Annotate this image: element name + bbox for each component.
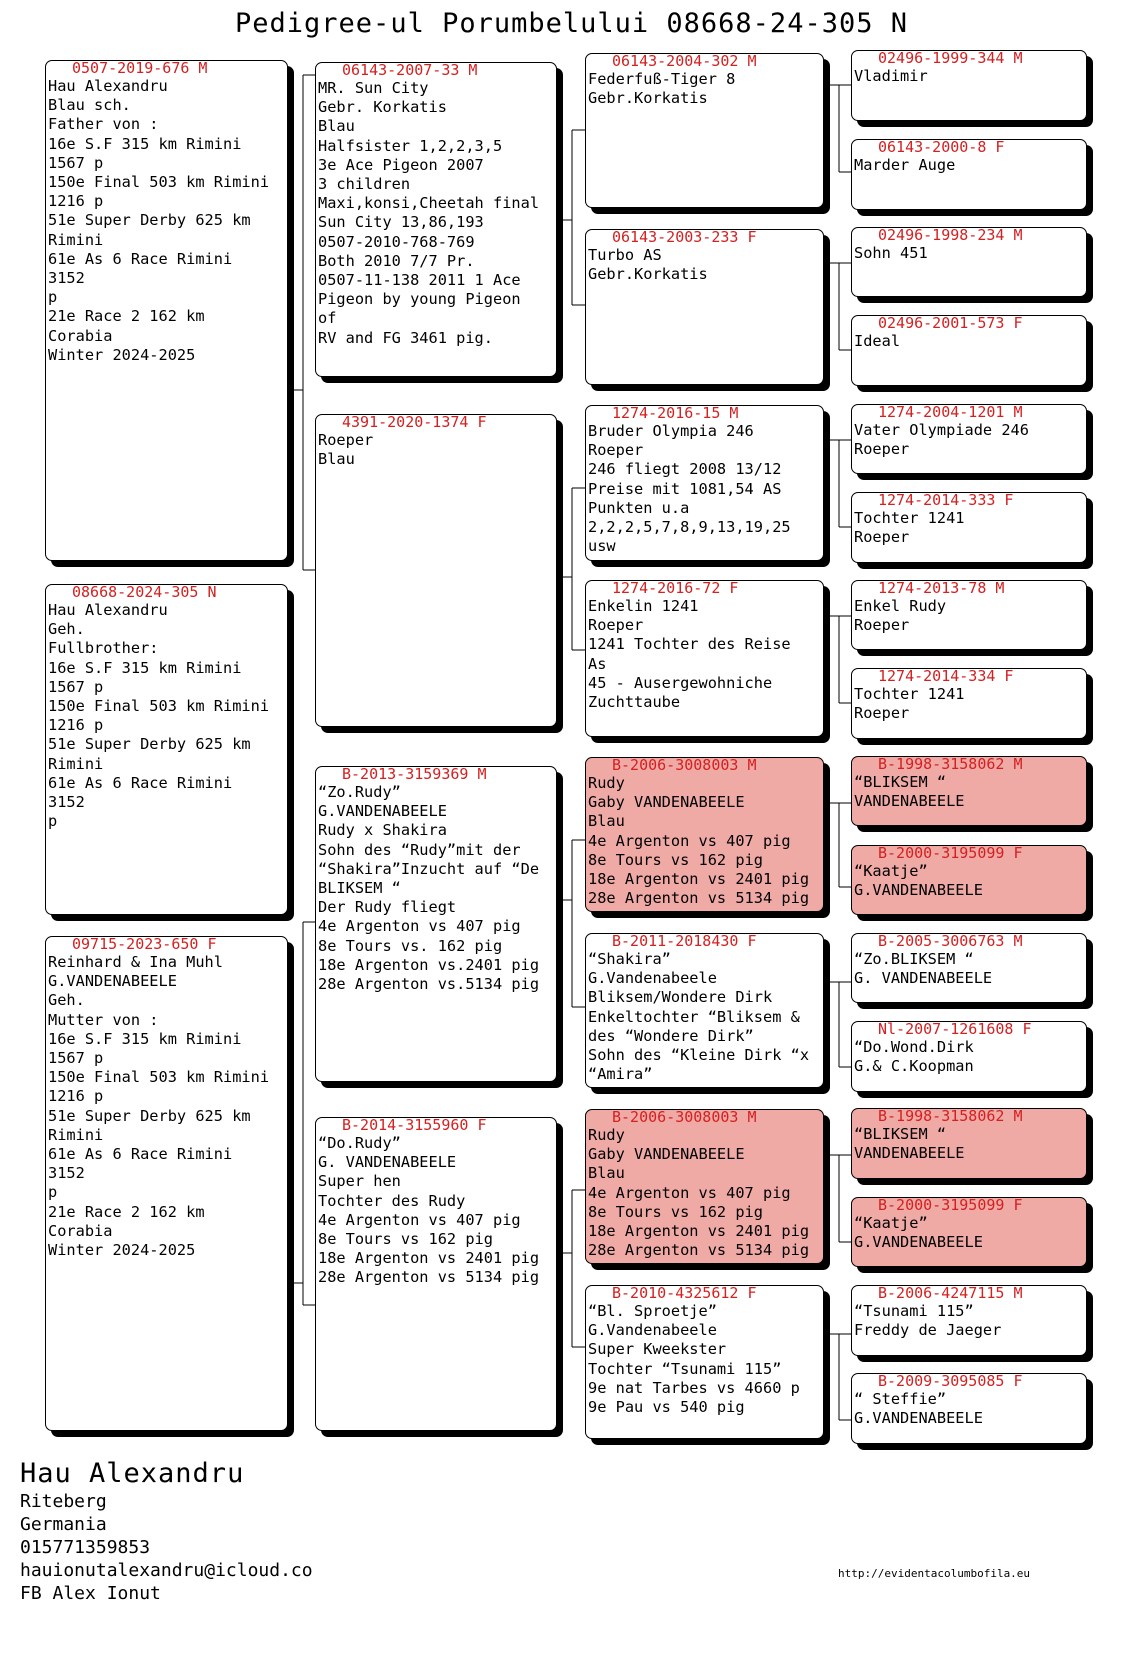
card-text: Federfuß-Tiger 8 Gebr.Korkatis (588, 70, 736, 108)
card-text: Turbo AS Gebr.Korkatis (588, 246, 708, 284)
card-text: Reinhard & Ina Muhl G.VANDENABEELE Geh. Mutter von : 16e S.F 315 km Rimini 1567 p 150e Final 503 km Rimini 1216 p 51e Super Derby 625 km Rimini 61e As 6 Race Rimini 3152 p 21e Race 2 162 km Corabia Winter 2024-2025 (48, 953, 270, 1260)
pedigree-card-mmf (585, 1109, 824, 1264)
ring-number: 1274-2013-78 M (878, 579, 1005, 597)
pedigree-card-g15 (851, 1285, 1087, 1356)
card-text: Tochter 1241 Roeper (854, 685, 965, 723)
pedigree-card-fmm (585, 580, 824, 737)
card-text: “Kaatje” G.VANDENABEELE (854, 862, 983, 900)
pedigree-card-g6 (851, 492, 1087, 563)
owner-facebook: FB Alex Ionut (20, 1583, 161, 1604)
connector-mf (557, 840, 585, 1007)
connector-mff (824, 803, 851, 887)
pedigree-card-g16 (851, 1373, 1087, 1444)
card-text: “Do.Rudy” G. VANDENABEELE Super hen Tochter des Rudy 4e Argenton vs 407 pig 8e Tours vs 162 pig 18e Argenton vs 2401 pig 28e Argenton vs 5134 pig (318, 1134, 540, 1287)
ring-number: 1274-2016-72 F (612, 579, 739, 597)
card-text: Bruder Olympia 246 Roeper 246 fliegt 2008 13/12 Preise mit 1081,54 AS Punkten u.a 2,2,2,5,7,8,9,13,19,25 usw (588, 422, 791, 556)
ring-number: B-2006-3008003 M (612, 756, 757, 774)
pedigree-card-g1 (851, 50, 1087, 121)
pedigree-card-mfm (585, 933, 824, 1088)
connector-mother (288, 922, 315, 1305)
owner-name: Hau Alexandru (20, 1458, 245, 1489)
ring-number: B-1998-3158062 M (878, 1107, 1023, 1125)
ring-number: B-2010-4325612 F (612, 1284, 757, 1302)
card-text: Enkel Rudy Roeper (854, 597, 947, 635)
card-text: Marder Auge (854, 156, 956, 174)
card-text: Vater Olympiade 246 Roeper (854, 421, 1029, 459)
card-text: “ Steffie” G.VANDENABEELE (854, 1390, 983, 1428)
ring-number: B-2009-3095085 F (878, 1372, 1023, 1390)
connector-mfm (824, 982, 851, 1067)
card-text: Rudy Gaby VANDENABEELE Blau 4e Argenton vs 407 pig 8e Tours vs 162 pig 18e Argenton vs 2401 pig 28e Argenton vs 5134 pig (588, 1126, 810, 1260)
ring-number: 06143-2003-233 F (612, 228, 757, 246)
ring-number: 02496-2001-573 F (878, 314, 1023, 332)
connector-fmm (824, 616, 851, 703)
pedigree-card-subject (45, 584, 288, 915)
owner-email: hauionutalexandru@icloud.co (20, 1560, 313, 1581)
card-text: “BLIKSEM “ VANDENABEELE (854, 773, 965, 811)
card-text: Vladimir (854, 67, 928, 85)
ring-number: 4391-2020-1374 F (342, 413, 487, 431)
ring-number: Nl-2007-1261608 F (878, 1020, 1032, 1038)
card-text: Ideal (854, 332, 901, 350)
ring-number: 02496-1998-234 M (878, 226, 1023, 244)
ring-number: B-2000-3195099 F (878, 844, 1023, 862)
pedigree-card-mother (45, 936, 288, 1431)
pedigree-card-fff (585, 53, 824, 208)
card-text: Rudy Gaby VANDENABEELE Blau 4e Argenton vs 407 pig 8e Tours vs 162 pig 18e Argenton vs 2401 pig 28e Argenton vs 5134 pig (588, 774, 810, 908)
pedigree-card-g12 (851, 1021, 1087, 1092)
ring-number: B-2011-2018430 F (612, 932, 757, 950)
pedigree-card-g10 (851, 845, 1087, 915)
card-text: “Zo.Rudy” G.VANDENABEELE Rudy x Shakira Sohn des “Rudy”mit der “Shakira”Inzucht auf “De BLIKSEM “ Der Rudy fliegt 4e Argenton vs 407 pig 8e Tours vs. 162 pig 18e Argenton vs.2401 pig 28e Argenton vs.5134 pig (318, 783, 540, 994)
card-text: Hau Alexandru Blau sch. Father von : 16e S.F 315 km Rimini 1567 p 150e Final 503 km Rimini 1216 p 51e Super Derby 625 km Rimini 61e As 6 Race Rimini 3152 p 21e Race 2 162 km Corabia Winter 2024-2025 (48, 77, 270, 364)
ring-number: B-2006-3008003 M (612, 1108, 757, 1126)
card-text: Tochter 1241 Roeper (854, 509, 965, 547)
pedigree-card-g7 (851, 580, 1087, 650)
ring-number: 0507-2019-676 M (72, 59, 208, 77)
pedigree-card-g8 (851, 668, 1087, 739)
ring-number: 06143-2004-302 M (612, 52, 757, 70)
pedigree-card-ff (315, 62, 557, 377)
ring-number: 1274-2014-333 F (878, 491, 1014, 509)
ring-number: 1274-2016-15 M (612, 404, 739, 422)
pedigree-card-mf (315, 766, 557, 1082)
card-text: Hau Alexandru Geh. Fullbrother: 16e S.F 315 km Rimini 1567 p 150e Final 503 km Rimini 1216 p 51e Super Derby 625 km Rimini 61e As 6 Race Rimini 3152 p (48, 601, 270, 831)
card-text: Roeper Blau (318, 431, 374, 469)
owner-phone: 015771359853 (20, 1537, 151, 1558)
connector-mm (557, 1190, 585, 1347)
ring-number: 1274-2004-1201 M (878, 403, 1023, 421)
ring-number: B-2005-3006763 M (878, 932, 1023, 950)
ring-number: 09715-2023-650 F (72, 935, 217, 953)
pedigree-card-g9 (851, 756, 1087, 826)
connector-fm (557, 488, 585, 650)
ring-number: B-2000-3195099 F (878, 1196, 1023, 1214)
ring-number: 02496-1999-344 M (878, 49, 1023, 67)
card-text: “Do.Wond.Dirk G.& C.Koopman (854, 1038, 974, 1076)
pedigree-card-g11 (851, 933, 1087, 1003)
owner-country: Germania (20, 1514, 107, 1535)
pedigree-card-g5 (851, 404, 1087, 474)
ring-number: B-2014-3155960 F (342, 1116, 487, 1134)
card-text: Enkelin 1241 Roeper 1241 Tochter des Reise As 45 - Ausergewohniche Zuchttaube (588, 597, 791, 712)
pedigree-card-mmm (585, 1285, 824, 1439)
card-text: MR. Sun City Gebr. Korkatis Blau Halfsister 1,2,2,3,5 3e Ace Pigeon 2007 3 children Maxi,konsi,Cheetah final Sun City 13,86,193 0507-2010-768-769 Both 2010 7/7 Pr. 0507-11-138 2011 1 Ace Pigeon by young Pigeon of RV and FG 3461 pig. (318, 79, 540, 347)
card-text: “Bl. Sproetje” G.Vandenabeele Super Kweekster Tochter “Tsunami 115” 9e nat Tarbes vs 4660 p 9e Pau vs 540 pig (588, 1302, 800, 1417)
website-link[interactable]: http://evidentacolumbofila.eu (838, 1567, 1031, 1580)
pedigree-card-ffm (585, 229, 824, 385)
pedigree-card-fm (315, 414, 557, 727)
ring-number: 06143-2007-33 M (342, 61, 478, 79)
page-title: Pedigree-ul Porumbelului 08668-24-305 N (235, 8, 908, 39)
connector-mmf (824, 1155, 851, 1242)
owner-info (20, 1458, 313, 1605)
pedigree-card-mm (315, 1117, 557, 1431)
connector-fff (824, 85, 851, 172)
card-text: “BLIKSEM “ VANDENABEELE (854, 1125, 965, 1163)
ring-number: B-1998-3158062 M (878, 755, 1023, 773)
pedigree-card-g13 (851, 1108, 1087, 1179)
pedigree-card-g3 (851, 227, 1087, 297)
connector-ff (557, 130, 585, 305)
pedigree-card-fmf (585, 405, 824, 561)
pedigree-card-g4 (851, 315, 1087, 386)
card-text: Sohn 451 (854, 244, 928, 262)
connector-ffm (824, 263, 851, 350)
owner-location: Riteberg (20, 1491, 107, 1512)
connector-fmf (824, 440, 851, 527)
ring-number: 1274-2014-334 F (878, 667, 1014, 685)
card-text: “Tsunami 115” Freddy de Jaeger (854, 1302, 1002, 1340)
ring-number: B-2013-3159369 M (342, 765, 487, 783)
connector-father (288, 75, 315, 570)
card-text: “Kaatje” G.VANDENABEELE (854, 1214, 983, 1252)
card-text: “Shakira” G.Vandenabeele Bliksem/Wondere Dirk Enkeltochter “Bliksem & des “Wondere Dirk” Sohn des “Kleine Dirk “x “Amira” (588, 950, 810, 1084)
pedigree-card-g14 (851, 1197, 1087, 1267)
ring-number: 08668-2024-305 N (72, 583, 217, 601)
connector-mmm (824, 1334, 851, 1420)
pedigree-card-g2 (851, 139, 1087, 210)
ring-number: B-2006-4247115 M (878, 1284, 1023, 1302)
pedigree-card-mff (585, 757, 824, 912)
ring-number: 06143-2000-8 F (878, 138, 1005, 156)
pedigree-card-father (45, 60, 288, 561)
card-text: “Zo.BLIKSEM “ G. VANDENABEELE (854, 950, 993, 988)
